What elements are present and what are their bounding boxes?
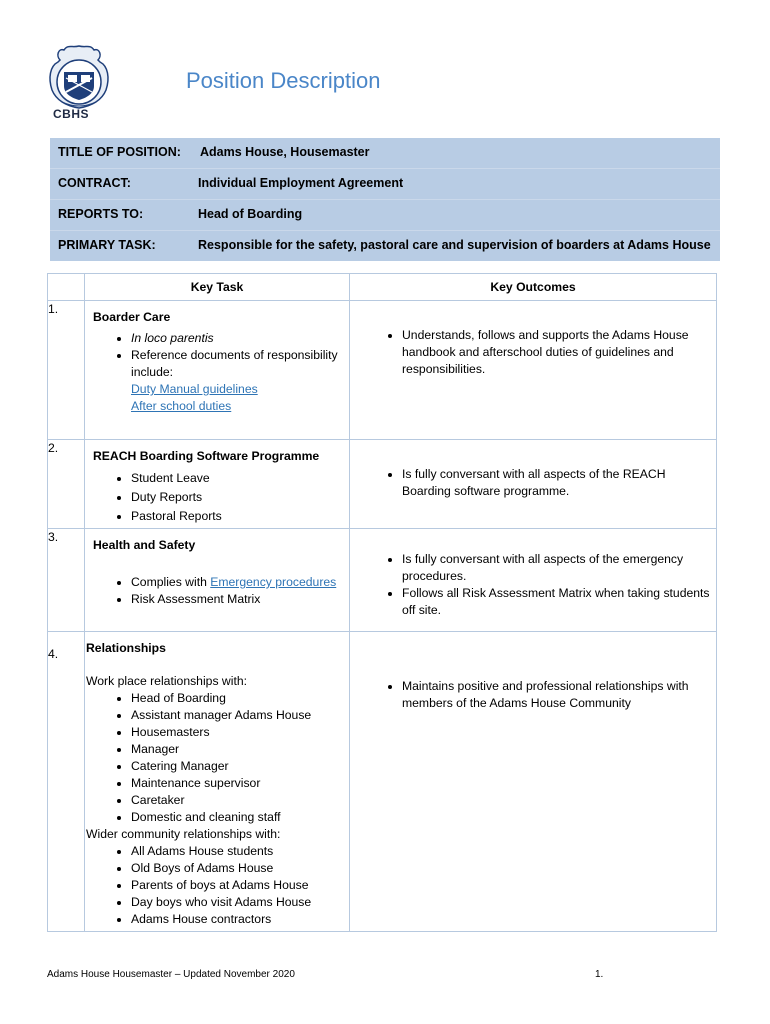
after-school-duties-link[interactable]: After school duties — [131, 399, 232, 413]
list-item: • Understands, follows and supports the Adams House handbook and afterschool duties of guidelines and responsibilities. — [402, 327, 716, 378]
outcomes-cell — [350, 301, 717, 440]
emergency-procedures-link[interactable]: Emergency procedures — [210, 575, 337, 589]
task-list — [85, 843, 349, 928]
header-key-task: Key Task — [85, 274, 350, 301]
list-item: • Parents of boys at Adams House — [131, 877, 349, 894]
task-title: REACH Boarding Software Programme — [93, 449, 320, 463]
task-list — [85, 690, 349, 826]
list-item: • Housemasters — [131, 724, 349, 741]
outcomes-list — [350, 551, 716, 619]
document-title: Position Description — [186, 68, 381, 93]
task-cell — [85, 529, 350, 632]
info-value: Adams House, Housemaster — [200, 145, 370, 159]
info-label: CONTRACT: — [58, 176, 131, 190]
info-row-contract — [50, 169, 720, 200]
list-item: • Head of Boarding — [131, 690, 349, 707]
list-item-text: Complies with — [131, 575, 211, 589]
info-label: PRIMARY TASK: — [58, 238, 156, 252]
info-row-reports-to — [50, 200, 720, 231]
table-header-row — [48, 274, 717, 301]
outcomes-cell — [350, 440, 717, 529]
list-item: • Maintenance supervisor — [131, 775, 349, 792]
list-item: • Assistant manager Adams House — [131, 707, 349, 724]
list-item: • Duty Reports — [131, 488, 349, 507]
row-number: 4. — [48, 632, 85, 932]
task-title: Health and Safety — [93, 538, 196, 552]
list-item: • All Adams House students — [131, 843, 349, 860]
outcomes-cell — [350, 529, 717, 632]
info-row-title — [50, 138, 720, 169]
task-cell — [85, 440, 350, 529]
header-num-cell — [48, 274, 85, 301]
list-item: • Is fully conversant with all aspects of the REACH Boarding software programme. — [402, 466, 716, 500]
list-item: • Domestic and cleaning staff — [131, 809, 349, 826]
row-number: 3. — [48, 529, 85, 632]
task-title: Relationships — [86, 641, 166, 655]
task-title: Boarder Care — [93, 310, 171, 324]
info-label: REPORTS TO: — [58, 207, 144, 221]
task-cell — [85, 301, 350, 440]
list-item: • Adams House contractors — [131, 911, 349, 928]
list-item: • Caretaker — [131, 792, 349, 809]
info-label: TITLE OF POSITION: — [58, 145, 181, 159]
row-number: 1. — [48, 301, 85, 440]
list-item: • Old Boys of Adams House — [131, 860, 349, 877]
list-item: • Catering Manager — [131, 758, 349, 775]
row-number: 2. — [48, 440, 85, 529]
list-item: • In loco parentis — [131, 330, 349, 347]
task-list — [85, 469, 349, 526]
list-item — [131, 574, 349, 591]
table-row — [48, 301, 717, 440]
task-list — [85, 330, 349, 415]
footer-text: Adams House Housemaster – Updated November 2020 — [47, 969, 295, 980]
outcomes-list — [350, 678, 716, 712]
logo-text: CBHS — [53, 107, 90, 121]
duty-manual-link[interactable]: Duty Manual guidelines — [131, 382, 258, 396]
list-item: • Student Leave — [131, 469, 349, 488]
wider-community-intro: Wider community relationships with: — [86, 827, 281, 841]
list-item-text: Reference documents of responsibility include: — [131, 348, 338, 379]
list-item: • Manager — [131, 741, 349, 758]
list-item: • Is fully conversant with all aspects of the emergency procedures. — [402, 551, 716, 585]
table-row — [48, 529, 717, 632]
list-item: • Day boys who visit Adams House — [131, 894, 349, 911]
info-value: Head of Boarding — [198, 207, 303, 221]
table-row — [48, 632, 717, 932]
table-row — [48, 440, 717, 529]
relationships-intro: Work place relationships with: — [86, 674, 247, 688]
outcomes-list — [350, 327, 716, 378]
key-tasks-table — [47, 273, 717, 932]
info-row-primary-task — [50, 231, 720, 261]
page-number: 1. — [595, 969, 604, 980]
list-item: • Pastoral Reports — [131, 507, 349, 526]
outcomes-cell — [350, 632, 717, 932]
position-info-box — [50, 138, 720, 261]
info-value: Individual Employment Agreement — [198, 176, 404, 190]
info-value: Responsible for the safety, pastoral care and supervision of boarders at Adams House — [198, 238, 711, 252]
list-item — [131, 347, 349, 415]
header-key-outcomes: Key Outcomes — [350, 274, 717, 301]
task-list — [85, 574, 349, 608]
task-cell — [85, 632, 350, 932]
list-item: • Risk Assessment Matrix — [131, 591, 349, 608]
outcomes-list — [350, 466, 716, 500]
list-item: • Follows all Risk Assessment Matrix when taking students off site. — [402, 585, 716, 619]
list-item: • Maintains positive and professional relationships with members of the Adams House Community — [402, 678, 716, 712]
